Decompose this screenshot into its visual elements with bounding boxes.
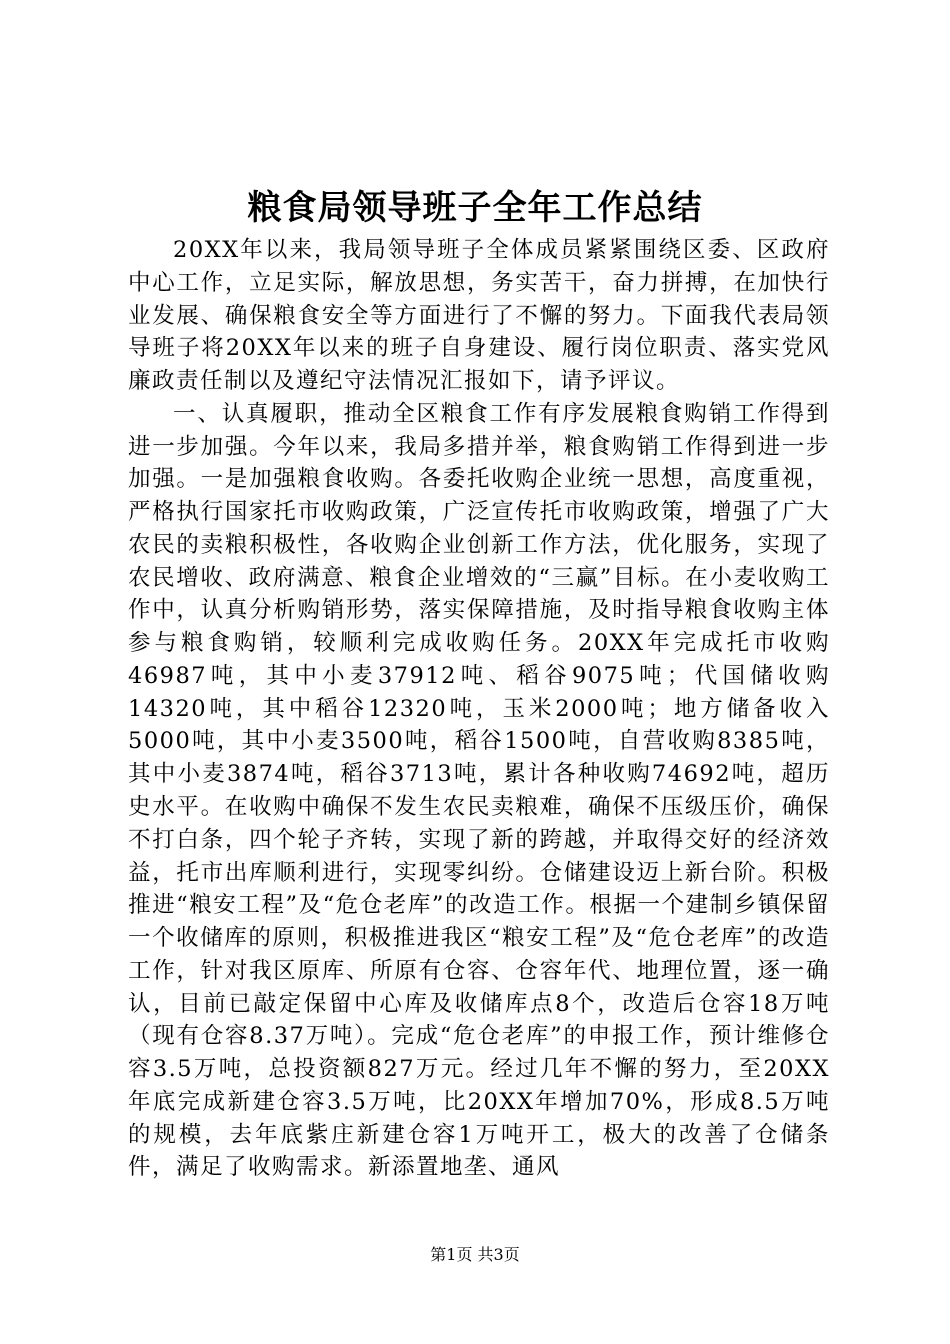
document-title: 粮食局领导班子全年工作总结: [247, 188, 703, 228]
paragraph-section-one: 一、认真履职，推动全区粮食工作有序发展粮食购销工作得到进一步加强。今年以来，我局多措并举，粮食购销工作得到进一步加强。一是加强粮食收购。各委托收购企业统一思想，高度重视，严格执行国家托市收购政策，广泛宣传托市收购政策，增强了广大农民的卖粮积极性，各收购企业创新工作方法，优化服务，实现了农民增收、政府满意、粮食企业增效的“三赢”目标。在小麦收购工作中，认真分析购销形势，落实保障措施，及时指导粮食收购主体参与粮食购销，较顺利完成收购任务。20XX年完成托市收购46987吨，其中小麦37912吨、稻谷9075吨；代国储收购14320吨，其中稻谷12320吨，玉米2000吨；地方储备收入5000吨，其中小麦3500吨，稻谷1500吨，自营收购8385吨，其中小麦3874吨，稻谷3713吨，累计各种收购74692吨，超历史水平。在收购中确保不发生农民卖粮难，确保不压级压价，确保不打白条，四个轮子齐转，实现了新的跨越，并取得交好的经济效益，托市出库顺利进行，实现零纠纷。仓储建设迈上新台阶。积极推进“粮安工程”及“危仓老库”的改造工作。根据一个建制乡镇保留一个收储库的原则，积极推进我区“粮安工程”及“危仓老库”的改造工作，针对我区原库、所原有仓容、仓容年代、地理位置，逐一确认，目前已敲定保留中心库及收储库点8个，改造后仓容18万吨（现有仓容8.37万吨）。完成“危仓老库”的申报工作，预计维修仓容3.5万吨，总投资额827万元。经过几年不懈的努力，至20XX年底完成新建仓容3.5万吨，比20XX年增加70%，形成8.5万吨的规模，去年底紫庄新建仓容1万吨开工，极大的改善了仓储条件，满足了收购需求。新添置地垄、通风: [128, 400, 830, 1181]
document-body: [128, 234, 830, 1184]
page-footer: 第1页 共3页: [430, 1245, 520, 1264]
paragraph-intro: 20XX年以来，我局领导班子全体成员紧紧围绕区委、区政府中心工作，立足实际，解放思想，务实苦干，奋力拼搏，在加快行业发展、确保粮食安全等方面进行了不懈的努力。下面我代表局领导班子将20XX年以来的班子自身建设、履行岗位职责、落实党风廉政责任制以及遵纪守法情况汇报如下，请予评议。: [128, 237, 830, 395]
